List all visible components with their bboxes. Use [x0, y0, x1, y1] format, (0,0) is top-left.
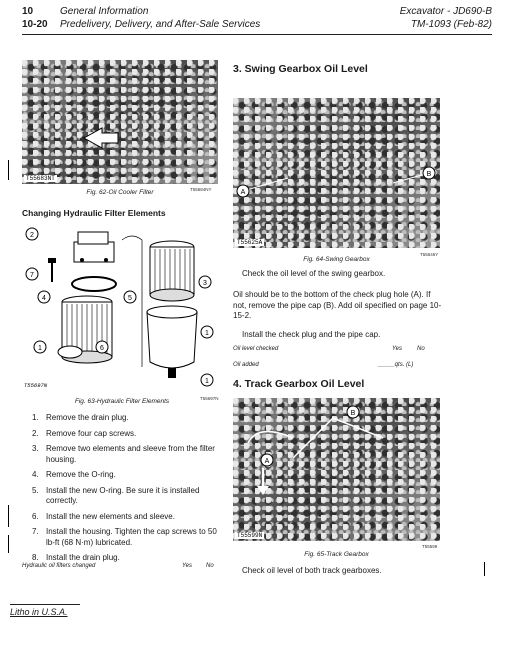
change-bar: [8, 535, 9, 553]
list-item: 8. Install the drain plug.: [32, 553, 120, 562]
oil-cooler-filter-photo: [22, 60, 218, 184]
swing-gearbox-photo: [233, 98, 440, 248]
track-heading: 4. Track Gearbox Oil Level: [233, 378, 365, 390]
list-item: 4. Remove the O-ring.: [32, 470, 116, 479]
figure-caption: Fig. 65-Track Gearbox: [304, 551, 369, 558]
list-item: 5. Install the new O-ring. Be sure it is installed correctly.: [32, 485, 200, 505]
sub-number: 10-20: [22, 19, 48, 30]
hyd-check-no[interactable]: No: [206, 563, 214, 569]
header-rule: [22, 34, 492, 35]
callout-5: 5: [128, 295, 132, 302]
change-bar: [484, 562, 485, 576]
photo-tag: T55625A: [237, 239, 263, 246]
arrow-icon: [22, 60, 218, 184]
callout-6: 6: [100, 345, 104, 352]
list-item: 2. Remove four cap screws.: [32, 428, 137, 438]
oil-checked-label: Oil level checked: [233, 346, 279, 352]
swing-p3: Install the check plug and the pipe cap.: [242, 330, 381, 339]
callout-2: 2: [30, 232, 34, 239]
list-item: 1. Remove the drain plug.: [32, 413, 129, 422]
diagram-tag: T55697N: [24, 382, 48, 389]
steps-list: [32, 413, 218, 569]
callout-3: 3: [203, 280, 207, 287]
figure-code: T55599: [422, 544, 438, 549]
track-gearbox-photo: [233, 398, 440, 541]
footer-text: Litho in U.S.A.: [10, 607, 68, 617]
list-item: 7. Install the housing. Tighten the cap screws to 50 lb-ft (68 N·m) lubricated.: [32, 527, 217, 547]
figure-code: T55697N: [200, 396, 219, 401]
figure-code: T55684NY: [190, 187, 212, 192]
list-item: 6. Install the new elements and sleeve.: [32, 511, 175, 521]
figure-code: T55646Y: [420, 252, 439, 257]
callout-1c: 1: [205, 378, 209, 385]
callout-a: A: [264, 458, 270, 465]
callout-a: A: [240, 189, 246, 196]
callout-1b: 1: [38, 345, 42, 352]
change-bar: [8, 160, 9, 180]
figure-caption: Fig. 63-Hydraulic Filter Elements: [74, 398, 170, 405]
oil-added-qts[interactable]: _____qts. (L): [378, 362, 414, 368]
section-title: General Information: [60, 6, 149, 17]
figure-caption: Fig. 62-Oil Cooler Filter: [86, 189, 154, 196]
hydraulic-filter-diagram: [22, 222, 222, 397]
hyd-check-label: Hydraulic oil filters changed: [22, 563, 96, 569]
callout-7: 7: [30, 272, 34, 279]
photo-tag: T55599N: [237, 532, 263, 539]
callout-1a: 1: [205, 330, 209, 337]
figure-caption: Fig. 64-Swing Gearbox: [303, 256, 370, 263]
callout-b: B: [426, 171, 432, 178]
oil-added-label: Oil added: [233, 362, 259, 368]
page-number: 10: [22, 6, 34, 17]
swing-p1: Check the oil level of the swing gearbox.: [242, 269, 386, 278]
swing-heading: 3. Swing Gearbox Oil Level: [233, 63, 368, 75]
manual-number: TM-1093 (Feb-82): [410, 19, 492, 30]
section-heading: Changing Hydraulic Filter Elements: [22, 208, 166, 218]
header: [22, 6, 492, 36]
machine-name: Excavator - JD690-B: [399, 6, 492, 17]
change-bar: [8, 505, 9, 527]
oil-checked-yes[interactable]: Yes: [392, 346, 403, 352]
hyd-check-yes[interactable]: Yes: [182, 563, 193, 569]
callout-4: 4: [42, 295, 46, 302]
footer-rule: [10, 604, 80, 605]
oil-checked-no[interactable]: No: [417, 346, 425, 352]
list-item: 3. Remove two elements and sleeve from the filter housing.: [32, 444, 215, 464]
photo-tag: T55683NT: [26, 175, 55, 182]
swing-p2: Oil should be to the bottom of the check plug hole (A). If not, remove the pipe cap (B). Add oil specified on page 10-15-2.: [233, 290, 442, 320]
track-p1: Check oil level of both track gearboxes.: [242, 566, 382, 575]
sub-title: Predelivery, Delivery, and After-Sale Services: [60, 19, 261, 30]
callout-b: B: [350, 410, 356, 417]
